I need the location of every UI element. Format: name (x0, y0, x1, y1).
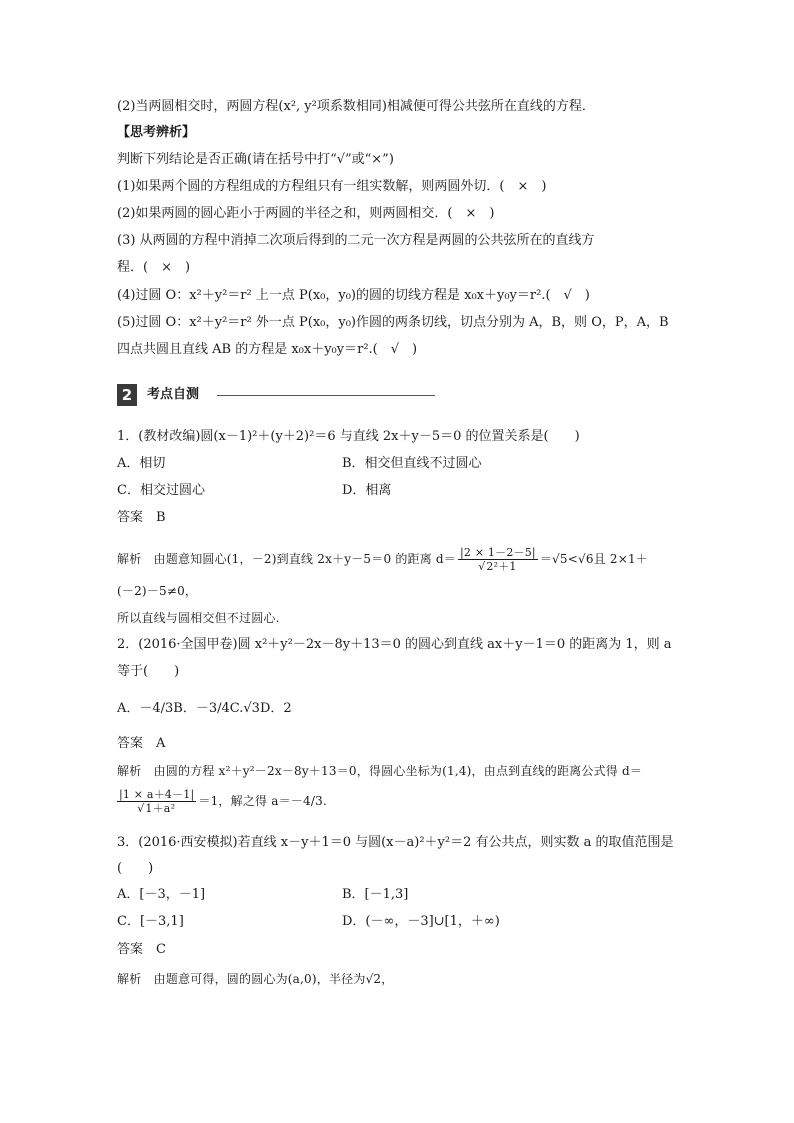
judgment-5-line-1: (5)过圆 O：x²＋y²＝r² 外一点 P(x₀，y₀)作圆的两条切线，切点分别为 A，B，则 O，P，A，B (117, 315, 669, 330)
think-heading: 【思考辨析】 (117, 125, 196, 140)
q2-solution-text-2: ＝1，解之得 a＝－4/3. (198, 794, 327, 808)
q1-option-a: A．相切 (117, 456, 166, 471)
q2-answer: 答案 A (117, 736, 166, 751)
q2-distance-fraction (117, 788, 196, 815)
q1-distance-fraction (458, 546, 538, 573)
q1-solution-line-2: (－2)－5≠0， (117, 584, 198, 598)
judgment-5-line-2: 四点共圆且直线 AB 的方程是 x₀x＋y₀y＝r².( √ ) (117, 342, 418, 357)
think-prompt: 判断下列结论是否正确(请在括号中打“√”或“×”) (117, 152, 394, 167)
q1-solution-line-1 (117, 546, 648, 573)
q2-fraction-denominator: √1＋a² (137, 802, 176, 815)
q3-stem-line-2: ( ) (117, 861, 154, 876)
judgment-3-line-2: 程．( × ) (117, 260, 191, 275)
q3-answer: 答案 C (117, 942, 166, 957)
q1-option-c: C．相交过圆心 (117, 483, 205, 498)
q3-option-a: A．[－3，－1] (117, 887, 206, 902)
q2-fraction-numerator: |1 × a＋4－1| (119, 788, 195, 801)
q3-option-b: B．[－1,3] (342, 887, 409, 902)
q2-solution-line-1: 解析 由圆的方程 x²＋y²－2x－8y＋13＝0，得圆心坐标为(1,4)，由点到直线的距离公式得 d＝ (117, 764, 643, 778)
q2-stem-line-1: 2．(2016·全国甲卷)圆 x²＋y²－2x－8y＋13＝0 的圆心到直线 ax＋y－1＝0 的距离为 1，则 a (117, 637, 672, 652)
judgment-3-line-1: (3) 从两圆的方程中消掉二次项后得到的二元一次方程是两圆的公共弦所在的直线方 (117, 233, 595, 248)
q3-solution: 解析 由题意可得，圆的圆心为(a,0)，半径为√2， (117, 972, 394, 986)
judgment-1: (1)如果两个圆的方程组成的方程组只有一组实数解，则两圆外切．( × ) (117, 179, 547, 194)
intro-line: (2)当两圆相交时，两圆方程(x², y²项系数相同)相减便可得公共弦所在直线的方程． (117, 99, 595, 114)
judgment-2: (2)如果两圆的圆心距小于两圆的半径之和，则两圆相交．( × ) (117, 206, 495, 221)
q1-stem: 1．(教材改编)圆(x－1)²＋(y＋2)²＝6 与直线 2x＋y－5＝0 的位置关系是( ) (117, 429, 580, 444)
q2-solution-line-2 (117, 788, 327, 815)
section-header (117, 384, 435, 406)
q3-option-c: C．[－3,1] (117, 914, 184, 929)
section-title: 考点自测 (147, 387, 200, 402)
q1-fraction-numerator: |2 × 1－2－5| (460, 546, 536, 559)
section-number: 2 (117, 384, 137, 406)
q1-solution-line-3: 所以直线与圆相交但不过圆心. (117, 611, 280, 625)
q1-solution-text-2: ＝√5<√6且 2×1＋ (539, 552, 648, 566)
q3-option-d: D．(－∞，－3]∪[1，＋∞) (342, 914, 500, 929)
q1-option-b: B．相交但直线不过圆心 (342, 456, 482, 471)
q1-option-d: D．相离 (342, 483, 392, 498)
q1-answer: 答案 B (117, 510, 166, 525)
q2-stem-line-2: 等于( ) (117, 664, 180, 679)
q1-fraction-denominator: √2²＋1 (478, 560, 517, 573)
section-divider (217, 395, 435, 396)
judgment-4: (4)过圆 O：x²＋y²＝r² 上一点 P(x₀，y₀)的圆的切线方程是 x₀x＋y₀y＝r².( √ ) (117, 288, 590, 303)
q2-options: A．－4/3B．－3/4C.√3D．2 (117, 701, 292, 716)
q1-solution-text: 解析 由题意知圆心(1，－2)到直线 2x＋y－5＝0 的距离 d＝ (117, 552, 457, 566)
q3-stem-line-1: 3．(2016·西安模拟)若直线 x－y＋1＝0 与圆(x－a)²＋y²＝2 有公共点，则实数 a 的取值范围是 (117, 835, 674, 850)
